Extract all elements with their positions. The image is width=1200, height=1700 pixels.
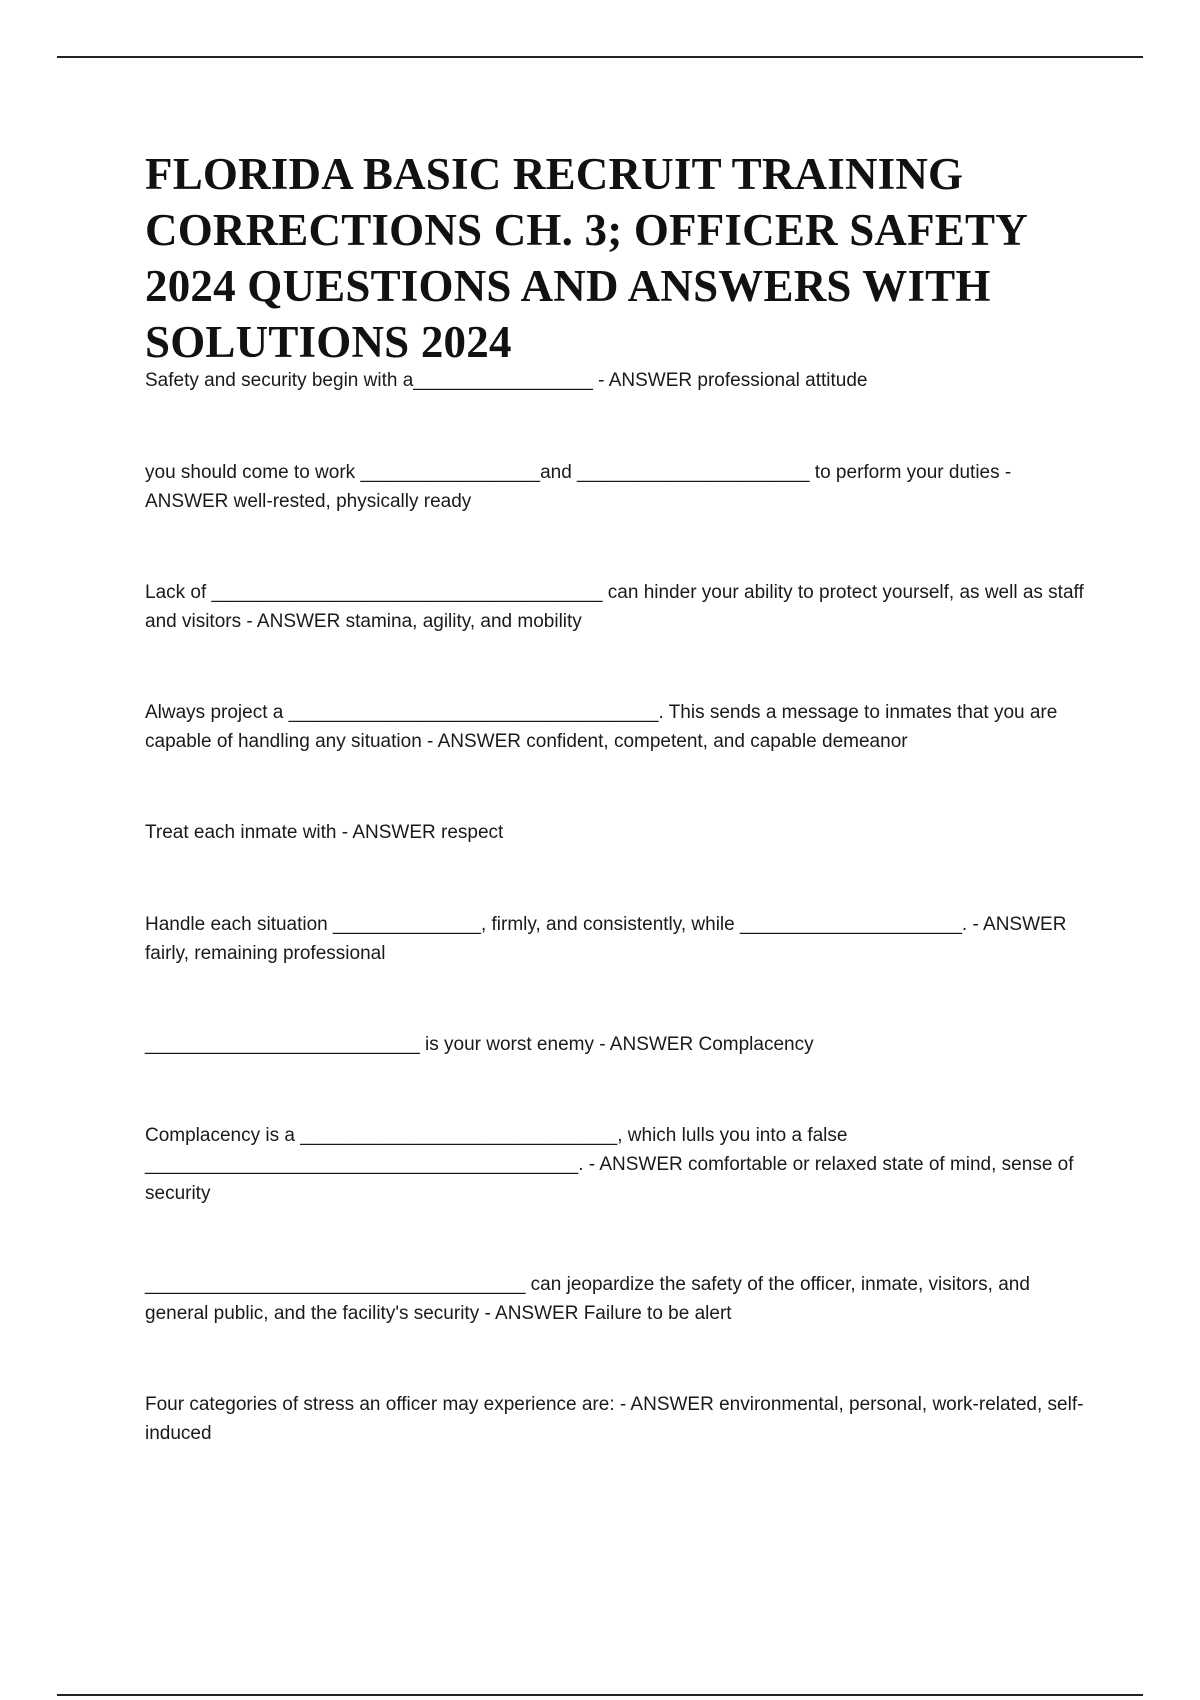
qa-item-10: Four categories of stress an officer may experience are: - ANSWER environmental, personal, work-related, self-induced (145, 1394, 1084, 1444)
qa-item-6: Handle each situation ______________, firmly, and consistently, while _____________________. - ANSWER fairly, remaining professional (145, 914, 1067, 964)
qa-item-7: __________________________ is your worst enemy - ANSWER Complacency (145, 1034, 814, 1055)
qa-item-2: you should come to work _________________and ______________________ to perform your duties - ANSWER well-rested, physically ready (145, 462, 1012, 512)
top-rule (57, 56, 1143, 58)
qa-item-4: Always project a ___________________________________. This sends a message to inmates that you are capable of handling any situation - ANSWER confident, competent, and capable demeanor (145, 702, 1058, 752)
document-title: FLORIDA BASIC RECRUIT TRAINING CORRECTIONS CH. 3; OFFICER SAFETY 2024 QUESTIONS AND ANSWERS WITH SOLUTIONS 2024 (145, 149, 1027, 367)
qa-item-3: Lack of _____________________________________ can hinder your ability to protect yourself, as well as staff and visitors - ANSWER stamina, agility, and mobility (145, 582, 1084, 632)
qa-item-9: ____________________________________ can jeopardize the safety of the officer, inmate, visitors, and general public, and the facility's security - ANSWER Failure to be alert (145, 1274, 1030, 1324)
qa-item-8: Complacency is a ______________________________, which lulls you into a false _________________________________________. - ANSWER comfortable or relaxed state of mind, sense of security (145, 1125, 1074, 1204)
qa-item-5: Treat each inmate with - ANSWER respect (145, 822, 504, 843)
qa-item-1: Safety and security begin with a_________________ - ANSWER professional attitude (145, 370, 868, 391)
bottom-rule (57, 1694, 1143, 1696)
